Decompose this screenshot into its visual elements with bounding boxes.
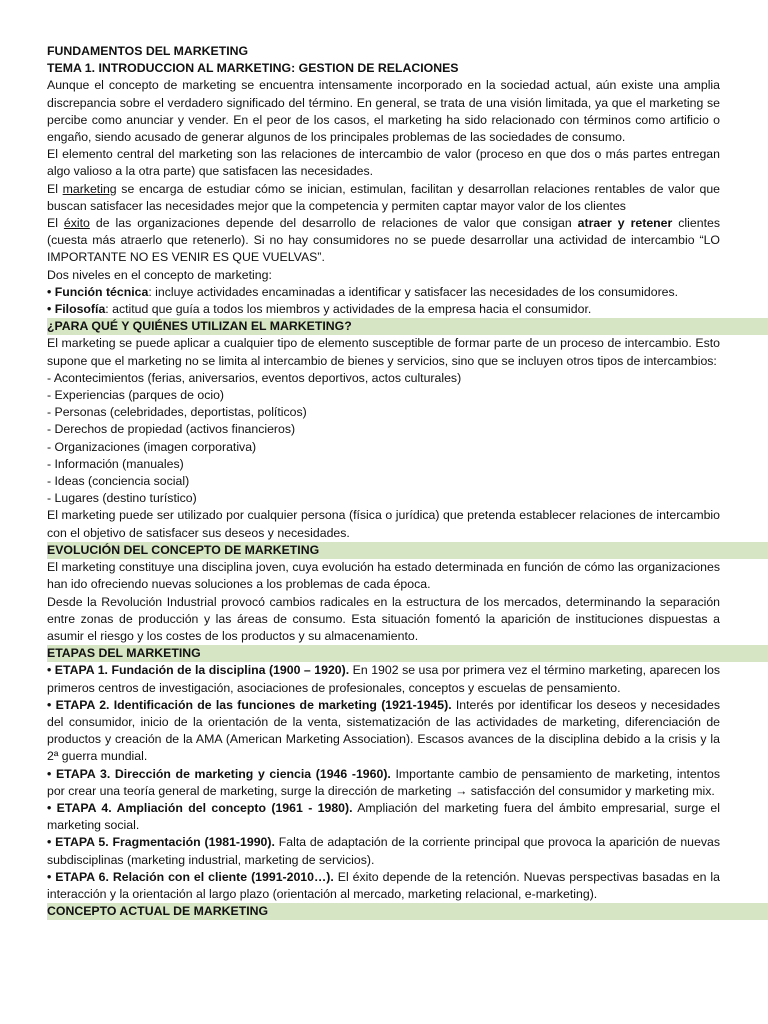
evolution-paragraph-1: El marketing constituye una disciplina joven, cuya evolución ha estado determinada en función de cómo las organizaciones han ido ofreciendo nuevas soluciones a los problemas de cada época. xyxy=(47,560,720,592)
list-item: - Información (manuales) xyxy=(47,456,184,471)
document-title: FUNDAMENTOS DEL MARKETING xyxy=(47,44,249,58)
stage-text: Importante cambio de pensamiento de marketing, intentos por crear una teoría general de marketing, surge la dirección de marketing → satisfacción del consumidor y marketing mix. xyxy=(47,766,720,798)
level-2 xyxy=(47,301,720,318)
stage-item xyxy=(47,800,720,834)
stage-item xyxy=(47,869,720,903)
intro-paragraph-4 xyxy=(47,215,720,267)
list-item: - Personas (celebridades, deportistas, políticos) xyxy=(47,405,307,420)
level-1-text: : incluye actividades encaminadas a identificar y satisfacer las necesidades de los consumidores. xyxy=(148,284,679,299)
section-heading-current: CONCEPTO ACTUAL DE MARKETING xyxy=(47,903,768,920)
stage-label: • ETAPA 5. Fragmentación (1981-1990). xyxy=(47,835,275,850)
level-2-text: : actitud que guía a todos los miembros y actividades de la empresa hacia el consumidor. xyxy=(105,302,592,317)
levels-intro: Dos niveles en el concepto de marketing: xyxy=(47,267,272,282)
stage-text: Interés por identificar los deseos y necesidades del consumidor, inicio de la orientación de la venta, sistematización de las actividades de marketing, diferenciación de productos y creación de la AMA (American Marketing Association). Escasos avances de la disciplina debido a la crisis y la 2ª guerra mundial. xyxy=(47,697,720,764)
stage-label: • ETAPA 2. Identificación de las funciones de marketing (1921-1945). xyxy=(47,697,452,712)
intro-paragraph-2: El elemento central del marketing son las relaciones de intercambio de valor (proceso en que dos o más partes entregan algo valioso a la otra parte) que satisfacen las necesidades. xyxy=(47,147,720,179)
stage-item xyxy=(47,662,720,696)
list-item: - Experiencias (parques de ocio) xyxy=(47,388,225,403)
stage-label: • ETAPA 1. Fundación de la disciplina (1900 – 1920). xyxy=(47,663,350,678)
intro-paragraph-1: Aunque el concepto de marketing se encuentra intensamente incorporado en la sociedad actual, aún existe una amplia discrepancia sobre el verdadero significado del término. En general, se trata de una visión limitada, ya que el marketing se percibe como anunciar y vender. En el peor de los casos, el marketing ha sido relacionado con términos como artificio o engaño, siendo acusado de generar algunos de los principales problemas de las sociedades de consumo. xyxy=(47,78,720,145)
p3-text-a: El xyxy=(47,181,63,196)
p3-text-b: se encarga de estudiar cómo se inician, estimulan, facilitan y desarrollan relaciones rentables de valor que buscan satisfacer las necesidades mejor que la competencia y permiten captar mayor valor de los clientes xyxy=(47,181,720,213)
list-item: - Lugares (destino turístico) xyxy=(47,491,197,506)
stage-text: El éxito depende de la retención. Nuevas perspectivas basadas en la interacción y la orientación al largo plazo (orientación al mercado, marketing relacional, e-marketing). xyxy=(47,869,720,901)
p4-text-b: de las organizaciones depende del desarrollo de relaciones de valor que consigan xyxy=(89,216,578,231)
stage-item xyxy=(47,766,720,800)
level-2-label: • Filosofía xyxy=(47,302,106,317)
stage-item xyxy=(47,697,720,766)
level-1-label: • Función técnica xyxy=(47,284,149,299)
p4-text-a: El xyxy=(47,216,64,231)
document-subtitle: TEMA 1. INTRODUCCION AL MARKETING: GESTION DE RELACIONES xyxy=(47,61,459,76)
section-heading-uses: ¿PARA QUÉ Y QUIÉNES UTILIZAN EL MARKETING? xyxy=(47,318,768,335)
list-item: - Derechos de propiedad (activos financieros) xyxy=(47,422,296,437)
stage-label: • ETAPA 4. Ampliación del concepto (1961 - 1980). xyxy=(47,800,353,815)
list-item: - Acontecimientos (ferias, aniversarios, eventos deportivos, actos culturales) xyxy=(47,370,462,385)
stage-text: Falta de adaptación de la corriente principal que provoca la aparición de nuevas subdisciplinas (marketing industrial, marketing de servicios). xyxy=(47,835,720,867)
uses-paragraph-2: El marketing puede ser utilizado por cualquier persona (física o jurídica) que pretenda establecer relaciones de intercambio con el objetivo de satisfacer sus deseos y necesidades. xyxy=(47,508,720,540)
stage-text: Ampliación del marketing fuera del ámbito empresarial, surge el marketing social. xyxy=(47,800,721,833)
document-page xyxy=(47,43,720,920)
stage-label: • ETAPA 3. Dirección de marketing y ciencia (1946 -1960). xyxy=(47,766,391,781)
evolution-paragraph-2: Desde la Revolución Industrial provocó cambios radicales en la estructura de los mercados, determinando la separación entre zonas de producción y las áreas de consumo. Esta situación fomentó la aparición de instituciones dispuestas a asumir el riesgo y los costes de los productos y su almacenamiento. xyxy=(47,594,720,643)
uses-paragraph-1: El marketing se puede aplicar a cualquier tipo de elemento susceptible de formar parte de un proceso de intercambio. Esto supone que el marketing no se limita al intercambio de bienes y servicios, sino que se incluyen otros tipos de intercambios: xyxy=(47,336,720,368)
level-1 xyxy=(47,284,720,301)
intro-paragraph-3 xyxy=(47,181,720,215)
list-item: - Organizaciones (imagen corporativa) xyxy=(47,439,257,454)
stage-item xyxy=(47,834,720,868)
section-heading-stages: ETAPAS DEL MARKETING xyxy=(47,645,768,662)
section-heading-evolution: EVOLUCIÓN DEL CONCEPTO DE MARKETING xyxy=(47,542,768,559)
exito-underlined: éxito xyxy=(63,216,90,231)
stage-label: • ETAPA 6. Relación con el cliente (1991-2010…). xyxy=(47,869,334,884)
list-item: - Ideas (conciencia social) xyxy=(47,474,190,489)
marketing-underlined: marketing xyxy=(62,181,117,196)
stage-text: En 1902 se usa por primera vez el término marketing, aparecen los primeros centros de investigación, asociaciones de profesionales, conceptos y escuelas de pensamiento. xyxy=(47,663,720,695)
p4-text-c: clientes (cuesta más atraerlo que retenerlo). Si no hay consumidores no se puede desarrollar una actividad de intercambio “LO IMPORTANTE NO ES VENIR ES QUE VUELVAS”. xyxy=(47,216,720,265)
atraer-retener-bold: atraer y retener xyxy=(577,216,673,231)
